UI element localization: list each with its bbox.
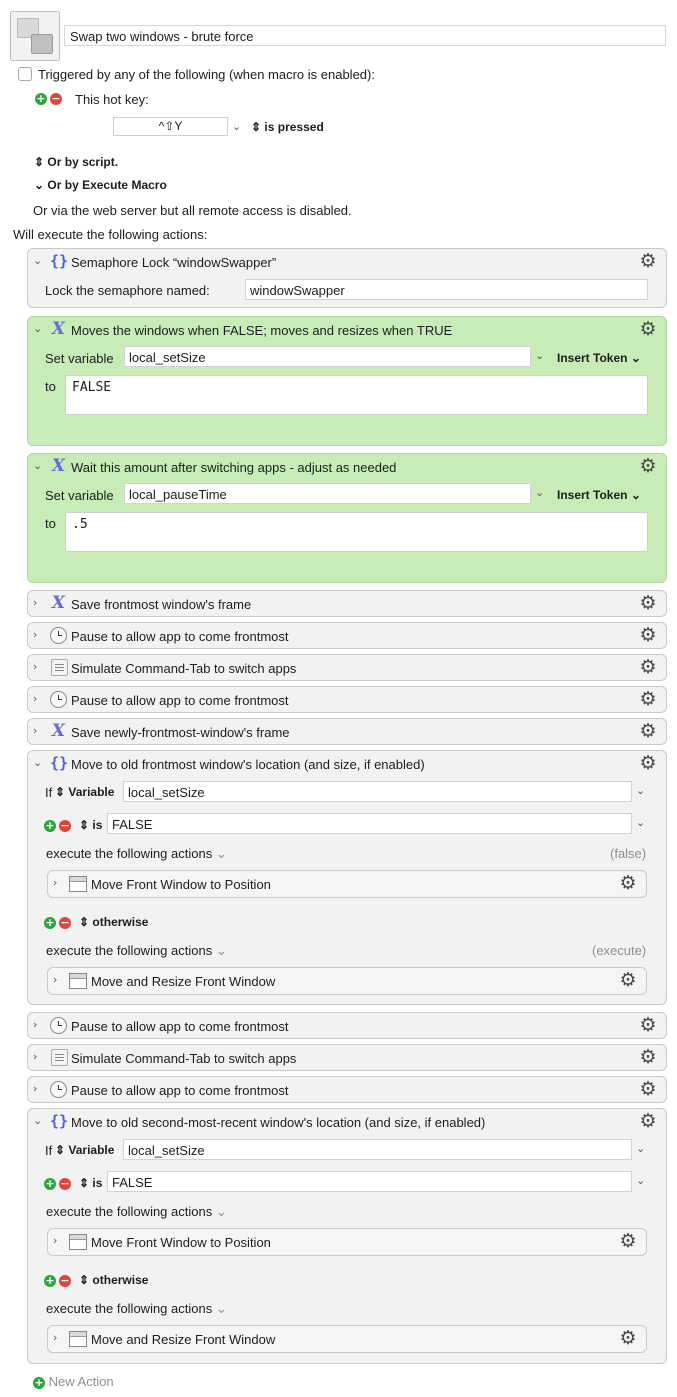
chevron-down-icon[interactable]: ⌄ xyxy=(215,1204,227,1219)
chevron-down-icon[interactable]: ⌄ xyxy=(636,1174,646,1187)
sub-action-move-resize[interactable] xyxy=(47,1325,647,1353)
sub-action-title: Move and Resize Front Window xyxy=(91,1332,276,1347)
otherwise-plus-minus xyxy=(44,1275,71,1287)
otherwise-label: otherwise xyxy=(92,1273,149,1287)
action-title: Semaphore Lock “windowSwapper” xyxy=(71,255,277,270)
variable-icon: X xyxy=(51,721,66,741)
condition-type-popup[interactable] xyxy=(55,785,114,799)
clock-icon xyxy=(50,1081,67,1098)
action-title: Pause to allow app to come frontmost xyxy=(71,1083,289,1098)
execute-label-text: execute the following actions xyxy=(46,943,213,958)
gear-icon[interactable]: ⚙ xyxy=(639,318,657,340)
web-server-note: Or via the web server but all remote access is disabled. xyxy=(33,203,352,218)
plus-icon[interactable]: + xyxy=(45,916,55,929)
semaphore-icon: {} xyxy=(50,252,69,270)
is-popup[interactable] xyxy=(79,1176,102,1190)
sub-action-title: Move Front Window to Position xyxy=(91,877,271,892)
chevron-right-icon[interactable]: › xyxy=(33,1082,38,1095)
action-if-group-2[interactable] xyxy=(27,1108,667,1364)
action-command-tab-2[interactable] xyxy=(27,1044,667,1071)
chevron-down-icon: ⌄ xyxy=(630,351,641,365)
chevron-down-icon[interactable]: ⌄ xyxy=(33,459,43,472)
gear-icon[interactable]: ⚙ xyxy=(619,872,637,894)
gear-icon[interactable]: ⚙ xyxy=(639,1046,657,1068)
action-title: Move to old frontmost window's location (and size, if enabled) xyxy=(71,757,425,772)
condition-plus-minus xyxy=(44,1178,71,1190)
gear-icon[interactable]: ⚙ xyxy=(639,250,657,272)
gear-icon[interactable]: ⚙ xyxy=(619,1327,637,1349)
updown-icon: ⇕ xyxy=(251,120,262,134)
execute-label-text: execute the following actions xyxy=(46,846,213,861)
or-by-script-label: Or by script. xyxy=(47,155,119,169)
chevron-down-icon[interactable]: ⌄ xyxy=(535,349,545,362)
action-set-variable-pausetime[interactable] xyxy=(27,453,667,583)
updown-icon: ⇕ xyxy=(79,818,90,832)
chevron-right-icon[interactable]: › xyxy=(33,692,38,705)
action-title: Move to old second-most-recent window's location (and size, if enabled) xyxy=(71,1115,486,1130)
updown-icon: ⇕ xyxy=(79,1176,90,1190)
plus-icon: + xyxy=(34,1376,44,1389)
window-icon xyxy=(69,1234,87,1250)
chevron-right-icon[interactable]: › xyxy=(53,1331,58,1344)
plus-icon[interactable]: + xyxy=(45,819,55,832)
hotkey-state-popup[interactable] xyxy=(251,120,324,134)
updown-icon: ⇕ xyxy=(79,1273,90,1287)
variable-icon: X xyxy=(51,593,66,613)
hotkey-plus-minus xyxy=(35,93,62,105)
variable-icon: X xyxy=(51,456,66,476)
chevron-right-icon[interactable]: › xyxy=(53,1234,58,1247)
hotkey-label: This hot key: xyxy=(75,92,149,107)
chevron-down-icon: ⌄ xyxy=(630,488,641,502)
action-semaphore-lock[interactable] xyxy=(27,248,667,308)
new-action-button[interactable] xyxy=(33,1374,114,1389)
execute-label xyxy=(46,846,227,862)
condition-type-popup[interactable] xyxy=(55,1143,114,1157)
sub-action-title: Move and Resize Front Window xyxy=(91,974,276,989)
gear-icon[interactable]: ⚙ xyxy=(639,624,657,646)
gear-icon[interactable]: ⚙ xyxy=(639,656,657,678)
action-title: Moves the windows when FALSE; moves and resizes when TRUE xyxy=(71,323,453,338)
chevron-down-icon[interactable]: ⌄ xyxy=(33,1114,43,1127)
chevron-down-icon[interactable]: ⌄ xyxy=(232,120,242,133)
or-by-script[interactable] xyxy=(34,155,118,169)
if-label: If xyxy=(45,1143,53,1158)
group-icon: {} xyxy=(50,754,69,772)
minus-icon[interactable]: − xyxy=(60,916,70,929)
lock-label: Lock the semaphore named: xyxy=(45,283,210,298)
gear-icon[interactable]: ⚙ xyxy=(619,969,637,991)
script-icon xyxy=(51,659,68,676)
execute-label-text: execute the following actions xyxy=(46,1204,213,1219)
otherwise-popup[interactable] xyxy=(79,1273,148,1287)
gear-icon[interactable]: ⚙ xyxy=(639,1110,657,1132)
hotkey-state-label: is pressed xyxy=(264,120,324,134)
action-if-group-1[interactable] xyxy=(27,750,667,1005)
actions-header: Will execute the following actions: xyxy=(13,227,208,242)
script-icon xyxy=(51,1049,68,1066)
trigger-header: Triggered by any of the following (when macro is enabled): xyxy=(38,67,375,82)
chevron-down-icon[interactable]: ⌄ xyxy=(636,784,646,797)
condition-type-label: Variable xyxy=(68,1143,115,1157)
minus-icon[interactable]: − xyxy=(60,1177,70,1190)
condition-variable-field[interactable]: local_setSize xyxy=(123,781,632,802)
updown-icon: ⇕ xyxy=(55,785,66,799)
action-pause-3[interactable] xyxy=(27,1012,667,1039)
chevron-right-icon[interactable]: › xyxy=(53,876,58,889)
variable-value-textarea[interactable]: FALSE xyxy=(65,375,648,415)
new-action-label: New Action xyxy=(48,1374,114,1389)
chevron-down-icon[interactable]: ⌄ xyxy=(33,756,43,769)
updown-icon: ⇕ xyxy=(79,915,90,929)
plus-icon[interactable]: + xyxy=(45,1177,55,1190)
otherwise-label: otherwise xyxy=(92,915,149,929)
plus-icon[interactable]: + xyxy=(45,1274,55,1287)
insert-token-label: Insert Token xyxy=(557,351,628,365)
false-note: (false) xyxy=(610,846,647,861)
sub-action-move-window[interactable] xyxy=(47,870,647,898)
minus-icon[interactable]: − xyxy=(60,1274,70,1287)
group-icon: {} xyxy=(50,1112,69,1130)
or-by-execute-macro[interactable] xyxy=(34,178,167,192)
chevron-down-icon[interactable]: ⌄ xyxy=(215,1301,227,1316)
chevron-right-icon[interactable]: › xyxy=(33,724,38,737)
execute-note: (execute) xyxy=(592,943,647,958)
chevron-down-icon[interactable]: ⌄ xyxy=(215,846,227,861)
trigger-checkbox[interactable] xyxy=(18,67,32,81)
gear-icon[interactable]: ⚙ xyxy=(639,752,657,774)
macro-title-input[interactable]: Swap two windows - brute force xyxy=(64,25,666,46)
chevron-down-icon[interactable]: ⌄ xyxy=(636,1142,646,1155)
action-set-variable-setsize[interactable] xyxy=(27,316,667,446)
variable-value-textarea[interactable]: .5 xyxy=(65,512,648,552)
otherwise-plus-minus xyxy=(44,917,71,929)
sub-action-move-window[interactable] xyxy=(47,1228,647,1256)
is-label: is xyxy=(92,818,103,832)
action-title: Pause to allow app to come frontmost xyxy=(71,1019,289,1034)
clock-icon xyxy=(50,627,67,644)
action-command-tab-1[interactable] xyxy=(27,654,667,681)
variable-icon: X xyxy=(51,319,66,339)
semaphore-name-field[interactable]: windowSwapper xyxy=(245,279,648,300)
if-label: If xyxy=(45,785,53,800)
sub-action-move-resize[interactable] xyxy=(47,967,647,995)
execute-label xyxy=(46,1204,227,1220)
is-label: is xyxy=(92,1176,103,1190)
chevron-down-icon: ⌄ xyxy=(34,178,45,192)
variable-name-field[interactable]: local_pauseTime xyxy=(124,483,531,504)
insert-token-label: Insert Token xyxy=(557,488,628,502)
variable-name-field[interactable]: local_setSize xyxy=(124,346,531,367)
minus-icon[interactable]: − xyxy=(60,819,70,832)
gear-icon[interactable]: ⚙ xyxy=(639,1014,657,1036)
chevron-right-icon[interactable]: › xyxy=(33,660,38,673)
or-by-execute-label: Or by Execute Macro xyxy=(47,178,167,192)
chevron-down-icon[interactable]: ⌄ xyxy=(215,943,227,958)
chevron-right-icon[interactable]: › xyxy=(53,973,58,986)
window-icon xyxy=(69,973,87,989)
gear-icon[interactable]: ⚙ xyxy=(639,455,657,477)
updown-icon: ⇕ xyxy=(55,1143,66,1157)
chevron-right-icon[interactable]: › xyxy=(33,1018,38,1031)
insert-token-button[interactable] xyxy=(557,488,641,502)
hotkey-field[interactable]: ^⇧Y xyxy=(113,117,228,136)
execute-label-text: execute the following actions xyxy=(46,1301,213,1316)
action-pause-1[interactable] xyxy=(27,622,667,649)
gear-icon[interactable]: ⚙ xyxy=(639,720,657,742)
action-save-frontmost-frame[interactable] xyxy=(27,590,667,617)
chevron-right-icon[interactable]: › xyxy=(33,1050,38,1063)
is-popup[interactable] xyxy=(79,818,102,832)
insert-token-button[interactable] xyxy=(557,351,641,365)
to-label: to xyxy=(45,379,56,394)
clock-icon xyxy=(50,691,67,708)
otherwise-popup[interactable] xyxy=(79,915,148,929)
condition-value-field[interactable]: FALSE xyxy=(107,1171,632,1192)
minus-icon[interactable]: − xyxy=(51,92,61,105)
chevron-right-icon[interactable]: › xyxy=(33,628,38,641)
action-title: Wait this amount after switching apps - adjust as needed xyxy=(71,460,397,475)
action-pause-4[interactable] xyxy=(27,1076,667,1103)
gear-icon[interactable]: ⚙ xyxy=(639,1078,657,1100)
plus-icon[interactable]: + xyxy=(36,92,46,105)
condition-type-label: Variable xyxy=(68,785,115,799)
action-save-newly-frontmost-frame[interactable] xyxy=(27,718,667,745)
action-title: Pause to allow app to come frontmost xyxy=(71,629,289,644)
chevron-down-icon[interactable]: ⌄ xyxy=(33,322,43,335)
updown-icon: ⇕ xyxy=(34,155,45,169)
set-variable-label: Set variable xyxy=(45,351,114,366)
window-icon xyxy=(69,876,87,892)
execute-label-2 xyxy=(46,1301,227,1317)
condition-plus-minus xyxy=(44,820,71,832)
chevron-down-icon[interactable]: ⌄ xyxy=(636,816,646,829)
to-label: to xyxy=(45,516,56,531)
execute-label-2 xyxy=(46,943,227,959)
macro-icon[interactable] xyxy=(10,11,60,61)
clock-icon xyxy=(50,1017,67,1034)
condition-variable-field[interactable]: local_setSize xyxy=(123,1139,632,1160)
gear-icon[interactable]: ⚙ xyxy=(639,592,657,614)
gear-icon[interactable]: ⚙ xyxy=(639,688,657,710)
chevron-down-icon[interactable]: ⌄ xyxy=(33,254,43,267)
action-title: Simulate Command-Tab to switch apps xyxy=(71,1051,297,1066)
action-title: Simulate Command-Tab to switch apps xyxy=(71,661,297,676)
condition-value-field[interactable]: FALSE xyxy=(107,813,632,834)
chevron-down-icon[interactable]: ⌄ xyxy=(535,486,545,499)
action-title: Save frontmost window's frame xyxy=(71,597,252,612)
window-icon xyxy=(69,1331,87,1347)
action-title: Pause to allow app to come frontmost xyxy=(71,693,289,708)
gear-icon[interactable]: ⚙ xyxy=(619,1230,637,1252)
action-pause-2[interactable] xyxy=(27,686,667,713)
chevron-right-icon[interactable]: › xyxy=(33,596,38,609)
action-title: Save newly-frontmost-window's frame xyxy=(71,725,290,740)
set-variable-label: Set variable xyxy=(45,488,114,503)
sub-action-title: Move Front Window to Position xyxy=(91,1235,271,1250)
